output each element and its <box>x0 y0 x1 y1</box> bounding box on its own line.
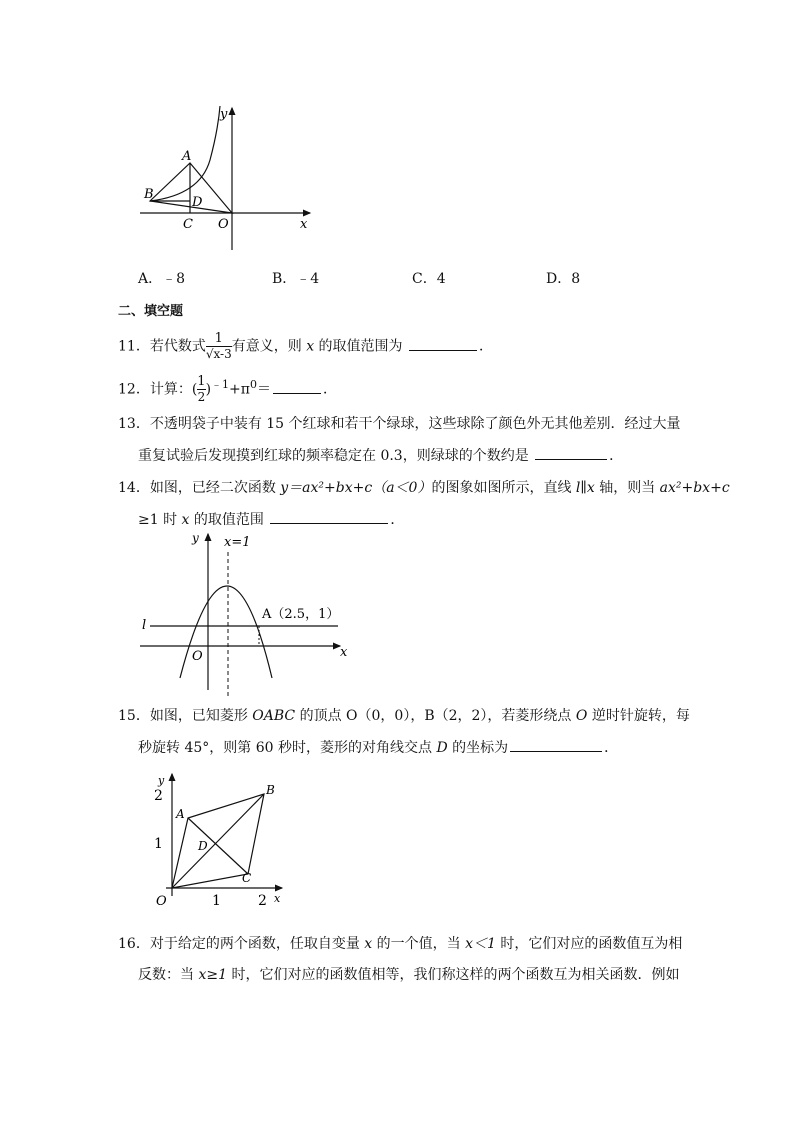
q15-line2a: 秒旋转 45°，则第 60 秒时，菱形的对角线交点 <box>138 740 437 756</box>
q15-line1b: 的顶点 <box>295 708 347 724</box>
q13-answer-blank[interactable] <box>535 444 607 460</box>
label-point-a: A（2.5，1） <box>262 607 340 622</box>
q12-exponent: ﹣1 <box>211 378 230 391</box>
section-title: 二、填空题 <box>118 304 184 319</box>
q12-plus-pi: +π <box>229 381 250 398</box>
question-12: 12．计算：( $\frac{1}{2}$ )$^{﹣1}+\pi^0=$ ． <box>118 374 337 405</box>
q14-end: ． <box>390 512 405 528</box>
q14-line2c: 的取值范围 <box>189 512 264 528</box>
label-one-x: 1 <box>212 893 221 909</box>
q16-cond2: x≥1 <box>198 967 227 983</box>
q16-line1a: 16．对于给定的两个函数，任取自变量 <box>118 936 365 952</box>
label-y: y <box>158 774 165 787</box>
q12-denominator: 2 <box>197 390 206 405</box>
q12-exponent-zero: 0 <box>249 378 257 391</box>
question-14-line1 <box>118 478 730 498</box>
q15-line1a: 15．如图，已知菱形 <box>118 708 253 724</box>
q15-line1c: 逆时针旋转，每 <box>587 708 690 724</box>
label-x: x <box>340 645 348 660</box>
question-15-line1 <box>118 706 690 726</box>
q13-end: ． <box>609 448 624 464</box>
label-d: D <box>192 195 203 210</box>
label-a: A <box>176 807 185 821</box>
q14-line1d: 轴，则当 <box>594 480 660 496</box>
label-b: B <box>144 187 154 202</box>
question-13-line1: 13．不透明袋子中装有 15 个红球和若干个绿球，这些球除了颜色外无其他差别．经过大量 <box>118 416 681 432</box>
label-c: C <box>242 871 252 885</box>
label-b: B <box>266 783 275 797</box>
q15-end: ． <box>604 740 619 756</box>
label-y: y <box>192 531 199 545</box>
question-16-line2 <box>138 965 679 985</box>
q11-post2: 的取值范围为 <box>318 338 403 355</box>
q16-line2a: 反数：当 <box>138 967 199 983</box>
q14-expr: y＝ax²+bx+c（a＜0） <box>280 480 432 496</box>
q13-line2-text: 重复试验后发现摸到红球的频率稳定在 0.3，则绿球的个数约是 <box>138 448 529 464</box>
q12-numerator: 1 <box>197 374 206 390</box>
label-one-y: 1 <box>154 836 163 852</box>
q15-d: D <box>436 740 448 756</box>
choice-b[interactable]: B．﹣4 <box>272 271 320 287</box>
q11-post: 有意义，则 <box>231 338 302 355</box>
q11-fraction <box>206 332 232 361</box>
question-11 <box>118 332 493 361</box>
question-14-line2 <box>138 508 404 530</box>
label-d: D <box>198 839 208 853</box>
q11-numerator: 1 <box>214 331 223 346</box>
q15-line2b: 的坐标为 <box>447 740 509 756</box>
q15-answer-blank[interactable] <box>510 736 602 752</box>
q12-fraction <box>197 375 205 404</box>
q14-line1c: l∥x <box>575 480 595 496</box>
q11-var: x <box>306 338 315 355</box>
diagonal-ac <box>188 818 248 874</box>
figure-q10 <box>130 100 320 260</box>
q11-end: ． <box>479 338 493 355</box>
figure-q15 <box>140 770 300 910</box>
q15-o: O（0，0） <box>346 708 411 724</box>
q15-b: ，B（2，2），若菱形绕点 <box>410 708 576 724</box>
label-x: x <box>274 892 281 905</box>
q11-answer-blank[interactable] <box>409 335 477 351</box>
q14-expr2: ax²+bx+c <box>659 480 730 496</box>
q16-x: x <box>364 936 373 952</box>
label-o: O <box>156 894 167 909</box>
choice-c[interactable]: C．4 <box>412 271 446 287</box>
q11-pre: 11．若代数式 <box>118 338 206 355</box>
q14-answer-blank[interactable] <box>270 508 388 524</box>
choice-a[interactable]: A．﹣8 <box>138 271 186 287</box>
question-13-line2 <box>138 444 623 466</box>
parabola <box>180 586 272 678</box>
q15-o2: O <box>575 708 588 724</box>
label-c: C <box>183 217 193 232</box>
question-16-line1 <box>118 934 682 954</box>
label-o: O <box>192 649 203 664</box>
label-o: O <box>218 217 229 232</box>
label-l: l <box>142 618 147 633</box>
q12-pre: 12．计算： <box>118 381 192 398</box>
q14-line1b: 的图象如图所示，直线 <box>431 480 576 496</box>
label-two-x: 2 <box>258 893 267 909</box>
q16-line1b: 的一个值，当 <box>372 936 466 952</box>
q12-end: ． <box>322 381 337 398</box>
q14-line1a: 14．如图，已经二次函数 <box>118 480 281 496</box>
triangle-abo <box>150 163 232 213</box>
label-x: x <box>300 217 308 232</box>
q11-radicand: x-3 <box>213 347 232 361</box>
q14-line2b: x <box>181 512 190 528</box>
q12-answer-blank[interactable] <box>273 378 321 394</box>
label-y: y <box>220 107 228 122</box>
q16-cond1: x＜1 <box>465 936 496 952</box>
q12-eq: ＝ <box>256 381 271 398</box>
label-a: A <box>182 149 192 164</box>
label-axis-eq: x=1 <box>224 535 251 550</box>
q14-line2a: ≥1 时 <box>138 512 182 528</box>
label-two-y: 2 <box>154 788 163 804</box>
figure-q14 <box>134 528 354 700</box>
q15-name: OABC <box>252 708 296 724</box>
q11-denominator: √x-3 <box>205 347 232 361</box>
q16-line2b: 时，它们对应的函数值相等，我们称这样的两个函数互为相关函数．例如 <box>227 967 680 983</box>
question-15-line2 <box>138 736 618 758</box>
choice-d[interactable]: D．8 <box>546 271 581 287</box>
q16-line1c: 时，它们对应的函数值互为相 <box>495 936 683 952</box>
